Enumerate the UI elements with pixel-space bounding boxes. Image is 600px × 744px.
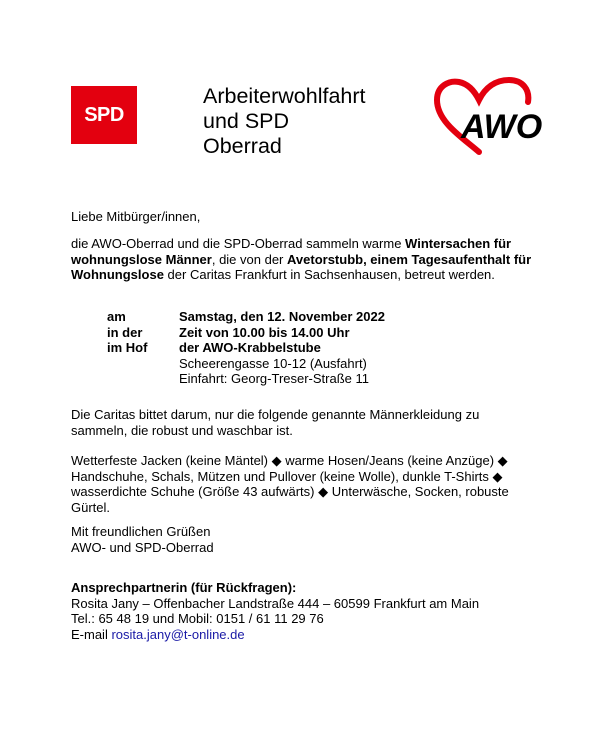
spd-logo — [71, 86, 137, 144]
title-line-2: und SPD — [203, 109, 290, 133]
event-label: in der — [107, 324, 143, 340]
contact-block — [71, 580, 479, 642]
clothing-items-paragraph: Wetterfeste Jacken (keine Mäntel) ◆ warme Hosen/Jeans (keine Anzüge) ◆ Handschuhe, Schals, Mützen und Pullover (keine Wolle), dunkle T-Shirts ◆ wasserdichte Schuhe (Größe 43 aufwärts) ◆ Unterwäsche, Socken, robuste Gürtel. — [71, 453, 509, 515]
event-value: Samstag, den 12. November 2022 — [179, 309, 385, 324]
event-row — [107, 309, 385, 325]
event-label: im Hof — [107, 340, 148, 355]
closing-line-1: Mit freundlichen Grüßen — [71, 524, 211, 539]
caritas-paragraph: Die Caritas bittet darum, nur die folgende genannte Männerkleidung zu sammeln, die robust und waschbar ist. — [71, 407, 480, 438]
title-line-1: Arbeiterwohlfahrt — [203, 84, 366, 108]
intro-bold-1: Wintersachen für wohnungslose Männer — [71, 236, 512, 267]
event-value: der AWO-Krabbelstube — [179, 340, 321, 355]
event-row — [107, 356, 385, 372]
salutation: Liebe Mitbürger/innen, — [71, 209, 201, 224]
intro-text-2: , die von der — [211, 251, 287, 267]
event-value: Zeit von 10.00 bis 14.00 Uhr — [179, 324, 350, 340]
intro-text-3: der Caritas Frankfurt in Sachsenhausen, betreut werden. — [163, 267, 495, 282]
title-line-3: Oberrad — [203, 134, 282, 158]
email-label: E-mail — [71, 626, 112, 642]
event-label — [107, 371, 179, 387]
awo-logo — [433, 78, 543, 156]
event-row — [107, 371, 385, 387]
spd-logo-text: SPD — [84, 103, 124, 126]
event-label: am — [107, 309, 126, 324]
event-details — [107, 309, 385, 387]
closing-line-2: AWO- und SPD-Oberrad — [71, 539, 214, 555]
contact-phone: Tel.: 65 48 19 und Mobil: 0151 / 61 11 29 76 — [71, 611, 324, 626]
event-label — [107, 356, 179, 372]
event-value: Einfahrt: Georg-Treser-Straße 11 — [179, 371, 370, 386]
contact-address: Rosita Jany – Offenbacher Landstraße 444 – 60599 Frankfurt am Main — [71, 595, 480, 611]
closing — [71, 524, 214, 555]
event-row — [107, 325, 385, 341]
page-title — [203, 84, 366, 159]
contact-email-line — [71, 627, 479, 643]
email-link[interactable]: rosita.jany@t-online.de — [111, 626, 245, 642]
intro-paragraph — [71, 236, 541, 283]
awo-logo-text: AWO — [461, 108, 543, 146]
contact-heading: Ansprechpartnerin (für Rückfragen): — [71, 580, 297, 595]
intro-text-1: die AWO-Oberrad und die SPD-Oberrad sammeln warme — [71, 236, 406, 251]
event-row — [107, 340, 385, 356]
event-value: Scheerengasse 10-12 (Ausfahrt) — [179, 355, 367, 371]
intro-bold-2: Avetorstubb, einem Tagesaufenthalt für Wohnungslose — [71, 251, 532, 282]
